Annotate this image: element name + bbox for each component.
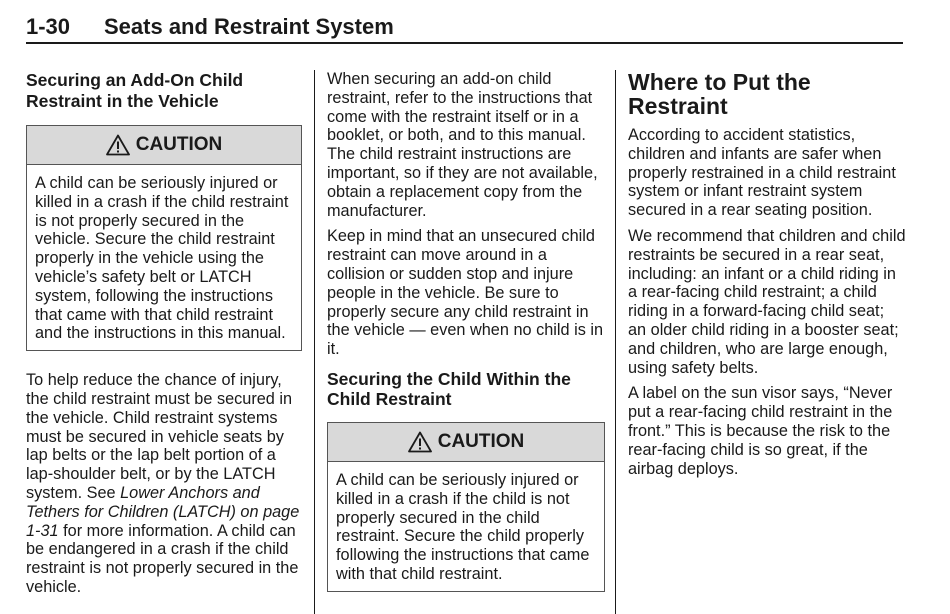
column-divider	[314, 70, 315, 614]
caution-header	[328, 423, 604, 462]
warning-triangle-icon	[106, 134, 130, 156]
section-title: Where to Put the Restraint	[628, 69, 811, 119]
body-paragraph: A label on the sun visor says, “Never put a rear-facing child restraint in the front.” This is because the risk to the rear-facing child is so great, if the airbag deploys.	[628, 384, 893, 478]
caution-text: A child can be seriously injured or killed in a crash if the child restraint is not properly secured in the vehicle. Secure the child restraint properly in the vehicle using the vehicle’s safety belt or LATCH system, following the instructions that came with that child restraint and the instructions in this manual.	[35, 174, 289, 343]
caution-title: CAUTION	[135, 133, 223, 155]
caution-header	[27, 126, 301, 165]
body-paragraph	[26, 371, 302, 597]
column-divider	[615, 70, 616, 614]
section-heading: Securing an Add-On Child Restraint in the Vehicle	[26, 70, 244, 111]
warning-triangle-icon	[408, 431, 432, 453]
page-title: Seats and Restraint System	[104, 14, 394, 39]
column-right	[628, 70, 906, 485]
caution-title: CAUTION	[437, 430, 525, 452]
body-paragraph: Keep in mind that an unsecured child restraint can move around in a collision or sudden stop and injure people in the vehicle. Be sure to properly secure any child restraint in the vehicle — even when no child is in it.	[327, 227, 604, 359]
caution-text: A child can be seriously injured or killed in a crash if the child is not properly secured in the child restraint. Secure the child properly following the instructions that came with that child restraint.	[336, 470, 590, 583]
paragraph-text: To help reduce the chance of injury, the child restraint must be secured in the vehicle. Child restraint systems must be secured in vehicle seats by lap belts or the lap belt portion of a lap-shoulder belt, or by the LATCH system. See	[26, 371, 293, 502]
column-left	[26, 70, 302, 604]
body-paragraph: According to accident statistics, children and infants are safer when properly restrained in a child restraint system or infant restraint system secured in a rear seating position.	[628, 126, 896, 220]
page-number: 1-30	[26, 14, 71, 39]
section-heading: Securing the Child Within the Child Restraint	[327, 368, 571, 410]
page-header	[26, 14, 903, 44]
cross-reference-link[interactable]: Lower Anchors and Tethers for Children (LATCH) on page 1-31	[26, 483, 300, 540]
caution-box	[26, 125, 302, 351]
paragraph-text: for more information. A child can be endangered in a crash if the child restraint is not properly secured in the vehicle.	[26, 521, 299, 596]
body-paragraph: We recommend that children and child restraints be secured in a rear seat, including: an infant or a child riding in a rear-facing child restraint; a child riding in a forward-facing child seat; an older child riding in a booster seat; and children, who are large enough, using safety belts.	[628, 226, 906, 377]
column-middle	[327, 70, 605, 612]
body-paragraph: When securing an add-on child restraint, refer to the instructions that come with the restraint itself or in a booklet, or both, and to this manual. The child restraint instructions are important, so if they are not available, obtain a replacement copy from the manufacturer.	[327, 70, 598, 220]
caution-box	[327, 422, 605, 592]
